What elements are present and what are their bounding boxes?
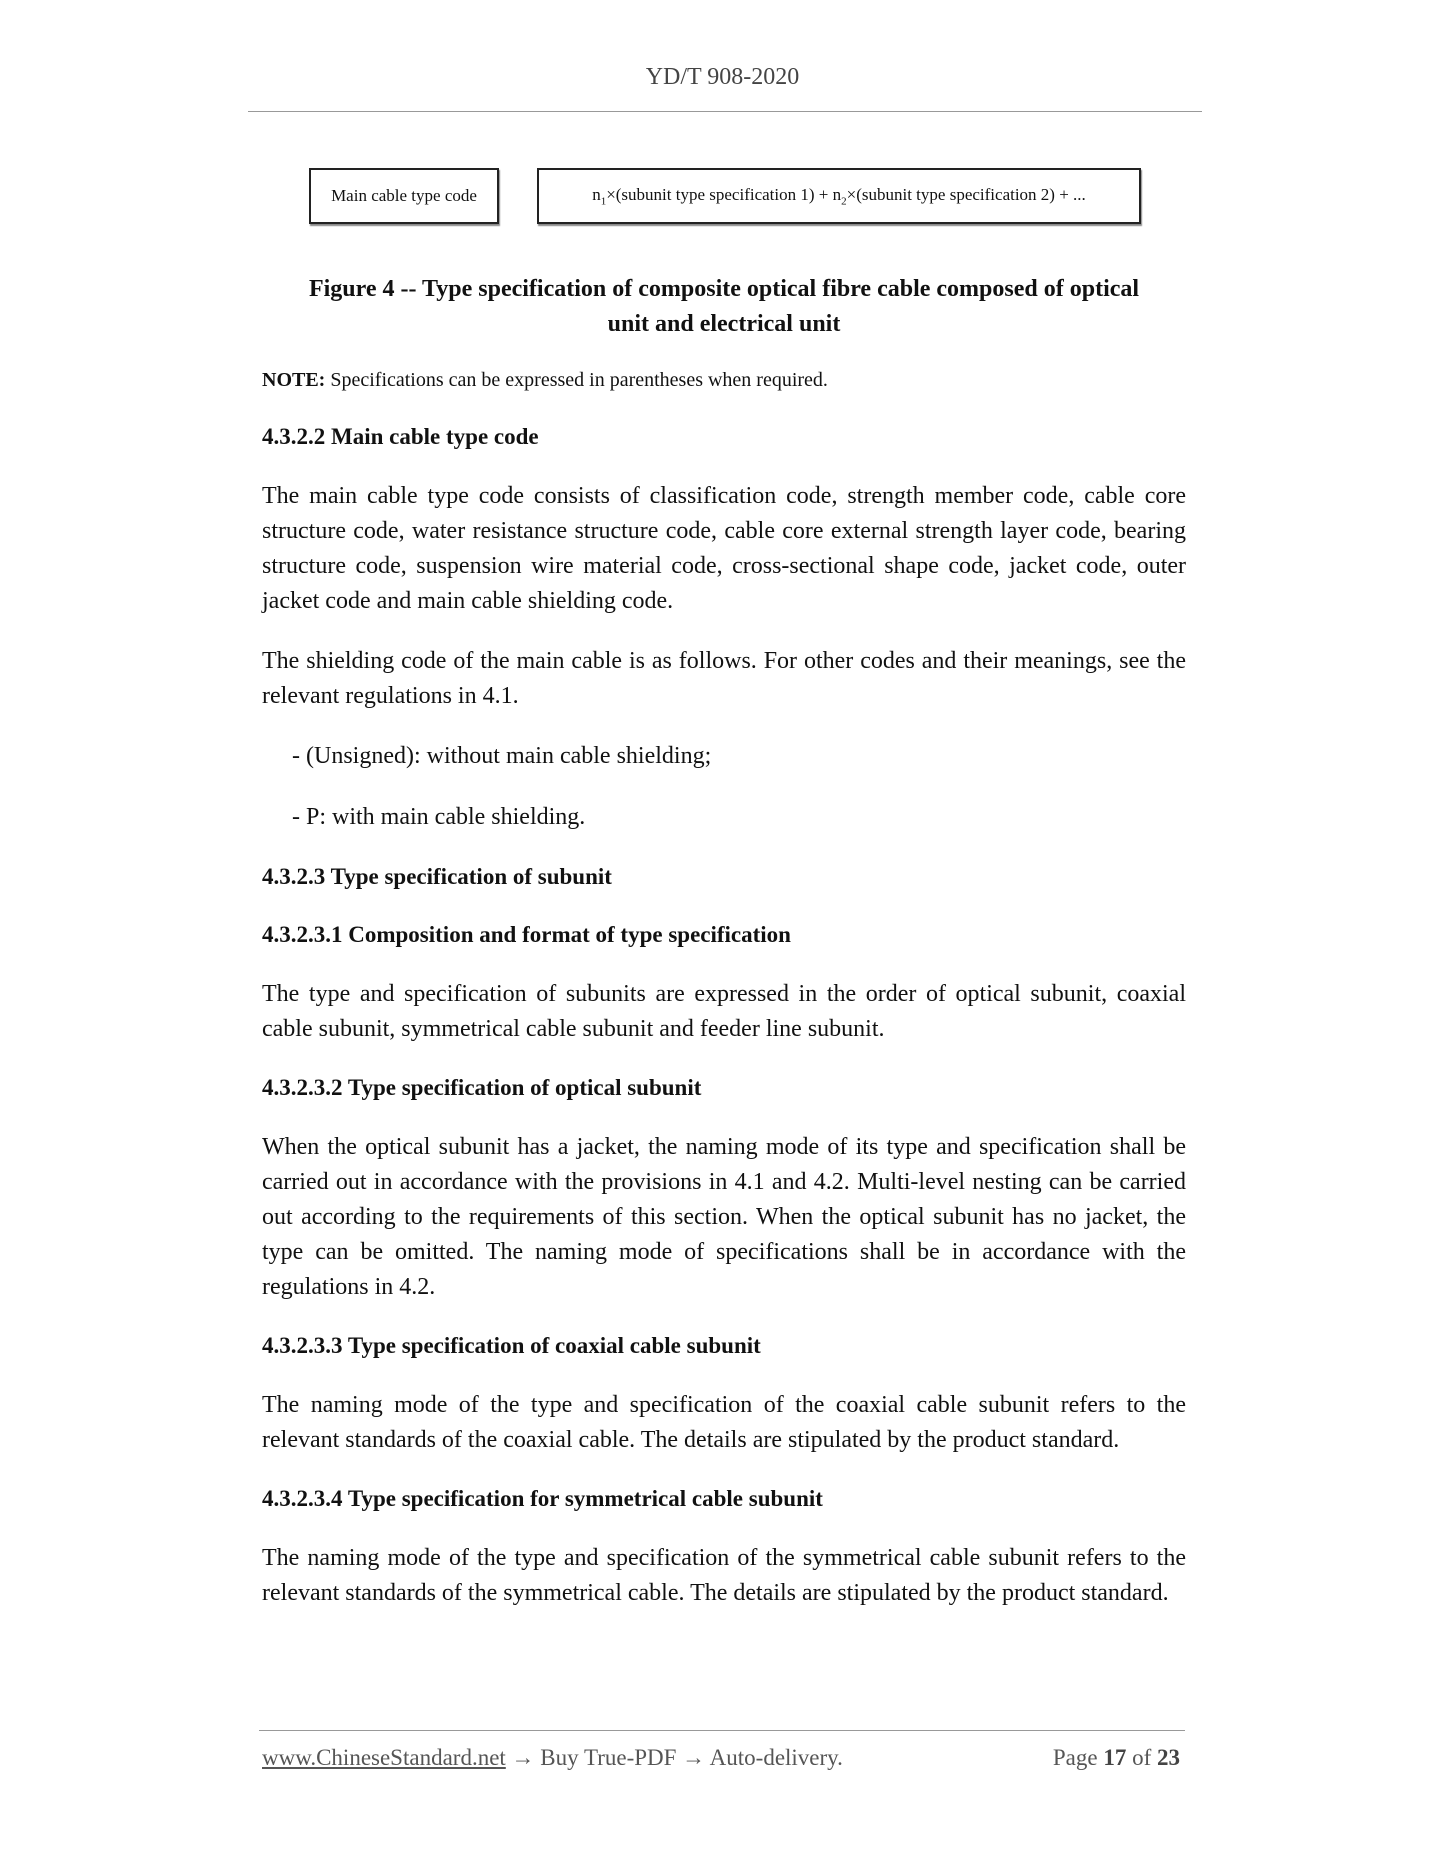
n1-symbol: n: [592, 184, 601, 204]
note-label: NOTE:: [262, 369, 326, 391]
figure-box-formula: [592, 185, 1086, 207]
heading-4-3-2-3-3: 4.3.2.3.3 Type specification of coaxial cable subunit: [262, 1333, 761, 1358]
page-label: Page: [1052, 1745, 1104, 1770]
heading-4-3-2-3: 4.3.2.3 Type specification of subunit: [262, 864, 612, 889]
note: [262, 365, 1186, 395]
n1-subscript: 1: [600, 195, 607, 208]
figure-caption-line2: unit and electrical unit: [607, 311, 841, 337]
formula-part2: ×(subunit type specification 2) + ...: [846, 184, 1086, 204]
heading-4-3-2-2: 4.3.2.2 Main cable type code: [262, 424, 539, 449]
figure-box-main-cable-type-code: [309, 168, 499, 224]
figure-box-label: Main cable type code: [331, 186, 477, 205]
page-current: 17: [1103, 1745, 1127, 1770]
paragraph: The shielding code of the main cable is as follows. For other codes and their meanings, see the relevant regulations in 4.1.: [262, 648, 1186, 709]
paragraph: The naming mode of the type and specification of the symmetrical cable subunit refers to the relevant standards of the symmetrical cable. The details are stipulated by the product standard.: [262, 1545, 1186, 1606]
figure-box-subunit-specification: [537, 168, 1141, 224]
n2-subscript: 2: [841, 195, 847, 208]
page-content: [262, 272, 1186, 1636]
figure-caption: [262, 272, 1186, 342]
page-number: [1053, 1745, 1180, 1771]
note-text: Specifications can be expressed in parentheses when required.: [325, 369, 828, 391]
heading-4-3-2-3-2: 4.3.2.3.2 Type specification of optical subunit: [262, 1075, 702, 1100]
website-link[interactable]: www.ChineseStandard.net: [262, 1745, 506, 1770]
page-total: 23: [1157, 1745, 1180, 1770]
footer-rule: [259, 1730, 1185, 1731]
paragraph: The main cable type code consists of classification code, strength member code, cable core structure code, water resistance structure code, cable core external strength layer code, bearing structure code, suspension wire material code, cross-sectional shape code, jacket code, outer jacket code and main cable shielding code.: [262, 483, 1186, 614]
list-item: - P: with main cable shielding.: [292, 804, 586, 830]
paragraph: The naming mode of the type and specification of the coaxial cable subunit refers to the relevant standards of the coaxial cable. The details are stipulated by the product standard.: [262, 1392, 1186, 1453]
formula-part1: ×(subunit type specification 1) +: [606, 184, 833, 204]
heading-4-3-2-3-1: 4.3.2.3.1 Composition and format of type specification: [262, 922, 791, 947]
figure-caption-line1: Figure 4 -- Type specification of composite optical fibre cable composed of optical: [308, 276, 1140, 302]
heading-4-3-2-3-4: 4.3.2.3.4 Type specification for symmetrical cable subunit: [262, 1486, 823, 1511]
document-id-header: YD/T 908-2020: [645, 64, 800, 90]
footer-promo: [262, 1745, 843, 1771]
footer-promo-text: → Buy True-PDF → Auto-delivery.: [505, 1745, 843, 1770]
paragraph: When the optical subunit has a jacket, the naming mode of its type and specification shall be carried out in accordance with the provisions in 4.1 and 4.2. Multi-level nesting can be carried out according to the requirements of this section. When the optical subunit has no jacket, the type can be omitted. The naming mode of specifications shall be in accordance with the regulations in 4.2.: [262, 1134, 1186, 1300]
page-of-label: of: [1126, 1745, 1157, 1770]
list-item: - (Unsigned): without main cable shielding;: [292, 743, 712, 769]
paragraph: The type and specification of subunits are expressed in the order of optical subunit, coaxial cable subunit, symmetrical cable subunit and feeder line subunit.: [262, 981, 1186, 1042]
page-footer: [262, 1745, 1180, 1771]
n2-symbol: n: [832, 184, 842, 204]
header-rule: [248, 111, 1202, 112]
